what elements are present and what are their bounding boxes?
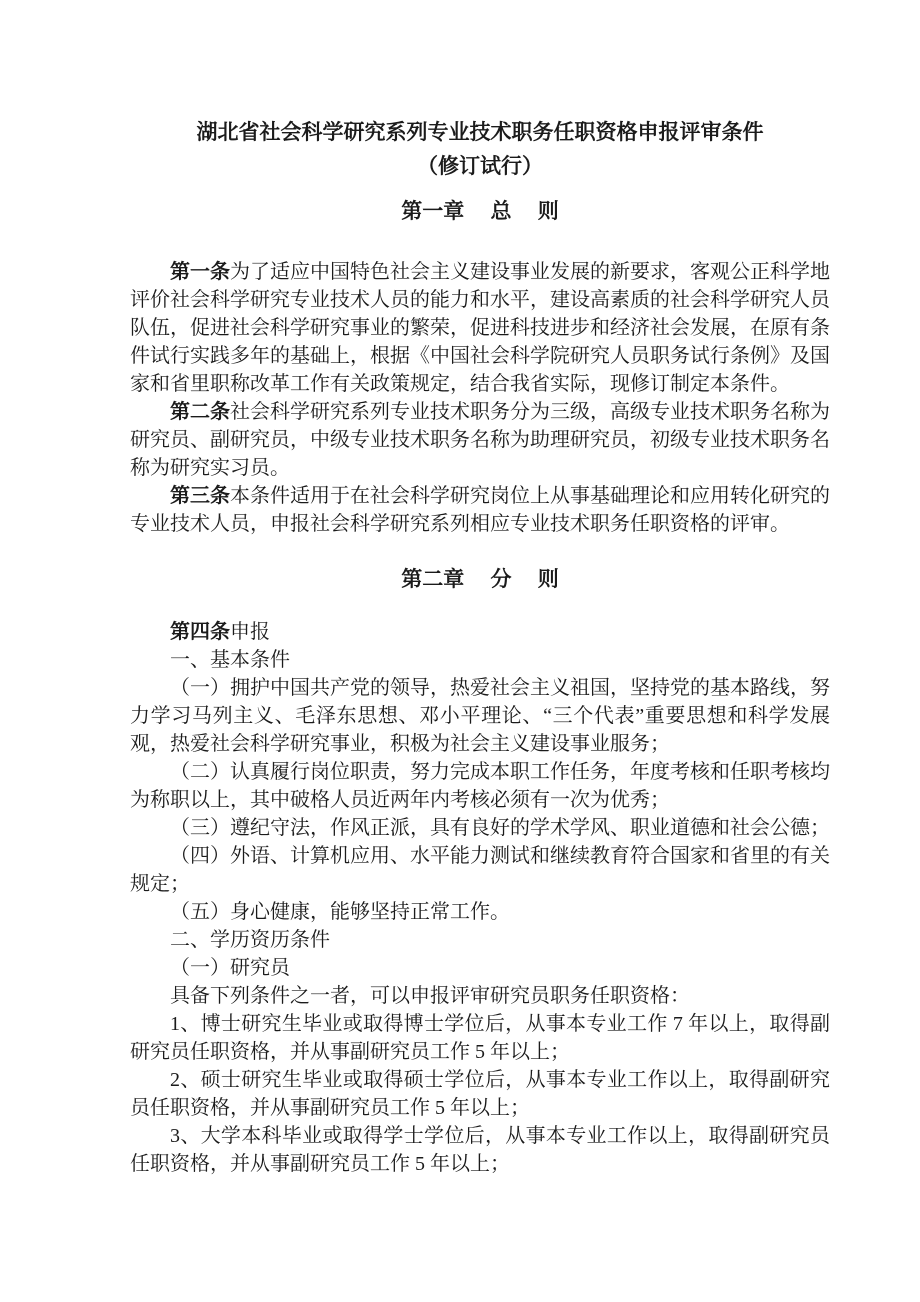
article-1-label: 第一条 <box>170 261 230 283</box>
article-1-text: 为了适应中国特色社会主义建设事业发展的新要求，客观公正科学地评价社会科学研究专业技术人员的能力和水平，建设高素质的社会科学研究人员队伍，促进社会科学研究事业的繁荣，促进科技进步和经济社会发展，在原有条件试行实践多年的基础上，根据《中国社会科学院研究人员职务试行条例》及国家和省里职称改革工作有关政策规定，结合我省实际，现修订制定本条件。 <box>130 261 830 395</box>
article-4-text: 申报 <box>230 621 270 643</box>
article-4-paragraph <box>130 618 830 646</box>
researcher-condition-3: 3、大学本科毕业或取得学士学位后，从事本专业工作以上，取得副研究员任职资格，并从事副研究员工作 5 年以上； <box>130 1125 830 1175</box>
article-2-label: 第二条 <box>170 401 230 423</box>
researcher-subheading: （一）研究员 <box>170 957 290 979</box>
chapter-1-heading: 第一章 总 则 <box>401 199 559 223</box>
article-1-paragraph <box>130 258 830 398</box>
chapter-2-heading: 第二章 分 则 <box>401 567 559 591</box>
article-3-paragraph <box>130 482 830 538</box>
researcher-condition-2: 2、硕士研究生毕业或取得硕士学位后，从事本专业工作以上，取得副研究员任职资格，并从事副研究员工作 5 年以上； <box>130 1069 830 1119</box>
basic-condition-item-1: （一）拥护中国共产党的领导，热爱社会主义祖国，坚持党的基本路线，努力学习马列主义、毛泽东思想、邓小平理论、“三个代表”重要思想和科学发展观，热爱社会科学研究事业，积极为社会主义建设事业服务； <box>130 677 830 755</box>
article-2-paragraph <box>130 398 830 482</box>
article-3-text: 本条件适用于在社会科学研究岗位上从事基础理论和应用转化研究的专业技术人员，申报社会科学研究系列相应专业技术职务任职资格的评审。 <box>130 485 830 535</box>
qualification-conditions-heading: 二、学历资历条件 <box>170 929 330 951</box>
article-4-label: 第四条 <box>170 621 230 643</box>
document-title: 湖北省社会科学研究系列专业技术职务任职资格申报评审条件 <box>196 120 764 144</box>
article-2-text: 社会科学研究系列专业技术职务分为三级，高级专业技术职务名称为研究员、副研究员，中级专业技术职务名称为助理研究员，初级专业技术职务名称为研究实习员。 <box>130 401 830 479</box>
basic-conditions-heading: 一、基本条件 <box>170 649 290 671</box>
researcher-intro: 具备下列条件之一者，可以申报评审研究员职务任职资格： <box>170 985 690 1007</box>
article-3-label: 第三条 <box>170 485 230 507</box>
document-subtitle: （修订试行） <box>417 154 543 178</box>
basic-condition-item-5: （五）身心健康，能够坚持正常工作。 <box>170 901 510 923</box>
basic-condition-item-4: （四）外语、计算机应用、水平能力测试和继续教育符合国家和省里的有关规定； <box>130 845 830 895</box>
basic-condition-item-2: （二）认真履行岗位职责，努力完成本职工作任务，年度考核和任职考核均为称职以上，其中破格人员近两年内考核必须有一次为优秀； <box>130 761 830 811</box>
researcher-condition-1: 1、博士研究生毕业或取得博士学位后，从事本专业工作 7 年以上，取得副研究员任职资格，并从事副研究员工作 5 年以上； <box>130 1013 830 1063</box>
basic-condition-item-3: （三）遵纪守法，作风正派，具有良好的学术学风、职业道德和社会公德； <box>170 817 830 839</box>
